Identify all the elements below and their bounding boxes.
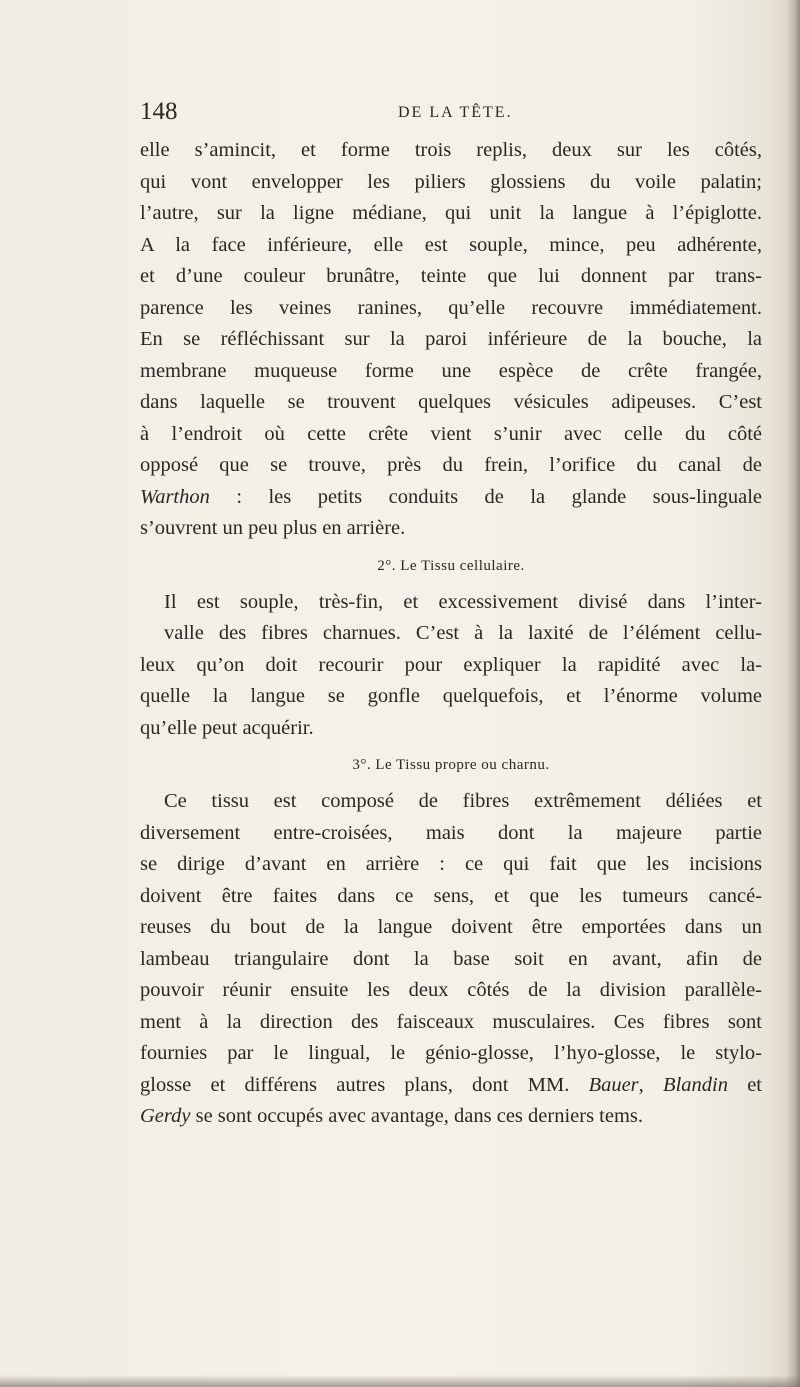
page-header <box>140 98 760 138</box>
italic-name-gerdy: Gerdy <box>140 1105 191 1127</box>
text-line: à l’endroit où cette crête vient s’unir avec celle du côté <box>140 422 762 445</box>
paragraph-mucous-membrane <box>140 135 762 545</box>
text-fragment: , <box>638 1073 664 1096</box>
page-number: 148 <box>140 98 178 125</box>
section-title-cellular-tissue: 2°. Le Tissu cellulaire. <box>377 557 525 574</box>
text-line <box>140 1101 762 1133</box>
text-line: opposé que se trouve, près du frein, l’orifice du canal de <box>140 454 762 476</box>
text-line: fournies par le lingual, le génio-glosse, l’hyo-glosse, le stylo- <box>140 1042 762 1064</box>
text-fragment: : les petits conduits de la glande sous-linguale <box>209 485 762 508</box>
text-fragment: et <box>727 1073 763 1096</box>
section-title-muscular-tissue: 3°. Le Tissu propre ou charnu. <box>352 757 550 773</box>
text-line: quelle la langue se gonfle quelquefois, et l’énorme volume <box>140 685 762 707</box>
text-line: Il est souple, très-fin, et excessivement divisé dans l’inter- <box>164 590 762 613</box>
text-line: l’autre, sur la ligne médiane, qui unit la langue à l’épiglotte. <box>140 202 762 224</box>
paragraph-cellular-tissue <box>140 587 762 745</box>
italic-name-blandin: Blandin <box>663 1073 728 1096</box>
text-line: ment à la direction des faisceaux musculaires. Ces fibres sont <box>140 1010 762 1033</box>
paragraph-muscular-tissue <box>140 786 762 1133</box>
text-fragment: se sont occupés avec avantage, dans ces derniers tems. <box>190 1105 644 1127</box>
text-line: et d’une couleur brunâtre, teinte que lui donnent par trans- <box>140 265 762 287</box>
text-line: pouvoir réunir ensuite les deux côtés de la division parallèle- <box>140 979 762 1001</box>
text-line: elle s’amincit, et forme trois replis, deux sur les côtés, <box>140 139 762 161</box>
italic-name-warthon: Warthon <box>140 485 210 508</box>
text-line: parence les veines ranines, qu’elle recouvre immédiatement. <box>140 296 762 319</box>
text-line: se dirige d’avant en arrière : ce qui fait que les incisions <box>140 853 762 875</box>
text-line: doivent être faites dans ce sens, et que les tumeurs cancé- <box>140 884 762 907</box>
text-fragment: glosse et différens autres plans, dont MM. <box>140 1073 589 1096</box>
running-head: DE LA TÊTE. <box>398 104 513 121</box>
text-line: valle des fibres charnues. C’est à la laxité de l’élément cellu- <box>164 622 762 644</box>
text-line: diversement entre-croisées, mais dont la majeure partie <box>140 821 762 844</box>
text-line: membrane muqueuse forme une espèce de crête frangée, <box>140 359 762 382</box>
text-line <box>140 1070 762 1102</box>
text-line: s’ouvrent un peu plus en arrière. <box>140 517 406 539</box>
page-bottom-shadow <box>0 1375 800 1387</box>
text-line: reuses du bout de la langue doivent être emportées dans un <box>140 916 762 938</box>
text-line: qu’elle peut acquérir. <box>140 716 314 739</box>
italic-name-bauer: Bauer <box>588 1073 639 1096</box>
page-edge-shadow <box>786 0 800 1387</box>
text-line <box>140 482 762 514</box>
text-line: lambeau triangulaire dont la base soit en avant, afin de <box>140 947 762 970</box>
text-line: Ce tissu est composé de fibres extrêmement déliées et <box>164 790 762 812</box>
text-line: En se réfléchissant sur la paroi inférieure de la bouche, la <box>140 328 762 350</box>
body-text <box>140 135 762 1133</box>
text-line: dans laquelle se trouvent quelques vésicules adipeuses. C’est <box>140 391 762 413</box>
text-line: qui vont envelopper les piliers glossiens du voile palatin; <box>140 170 762 193</box>
text-line: leux qu’on doit recourir pour expliquer la rapidité avec la- <box>140 653 762 676</box>
text-line: A la face inférieure, elle est souple, mince, peu adhérente, <box>140 233 762 256</box>
